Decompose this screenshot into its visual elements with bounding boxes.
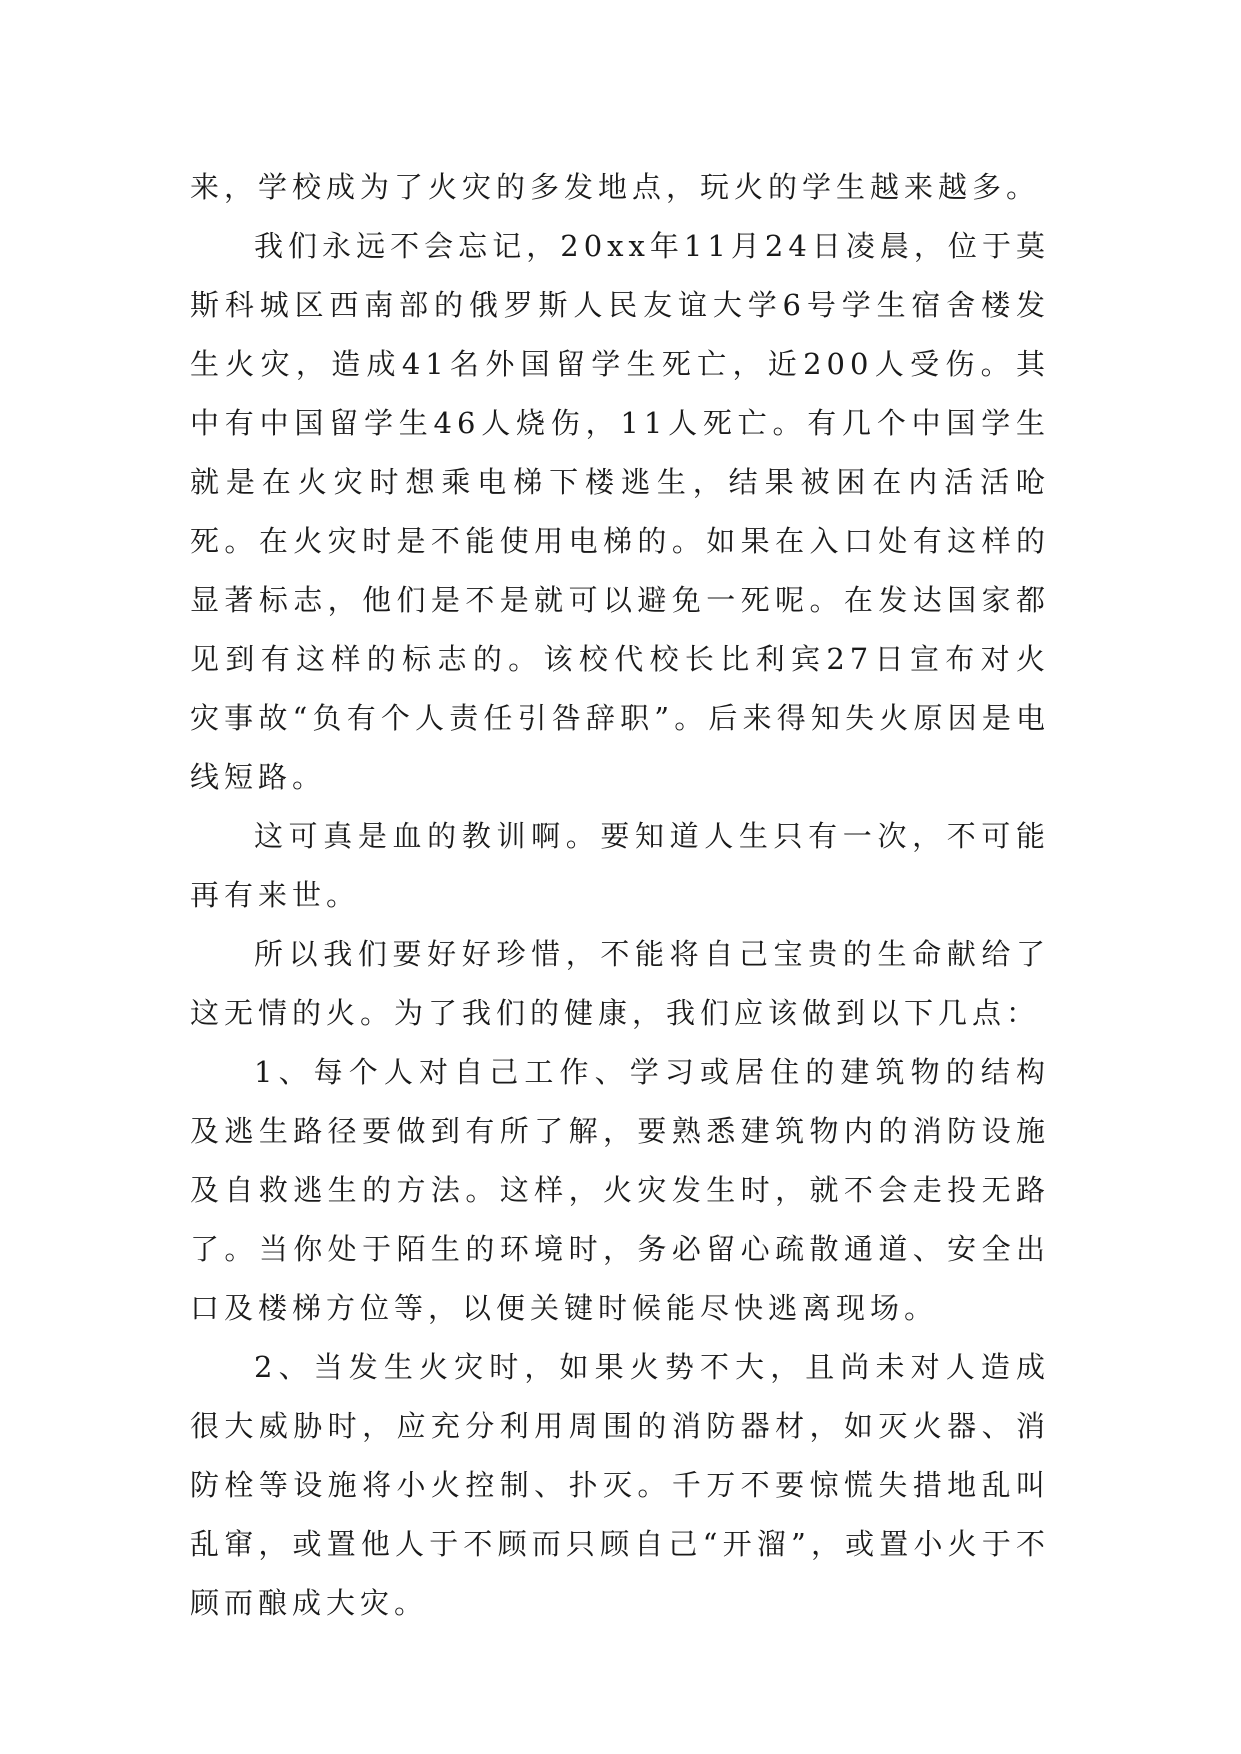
paragraph-2: 我们永远不会忘记，20xx年11月24日凌晨，位于莫斯科城区西南部的俄罗斯人民友谊大学6号学生宿舍楼发生火灾，造成41名外国留学生死亡，近200人受伤。其中有中国留学生46人烧伤，11人死亡。有几个中国学生就是在火灾时想乘电梯下楼逃生，结果被困在内活活呛死。在火灾时是不能使用电梯的。如果在入口处有这样的显著标志，他们是不是就可以避免一死呢。在发达国家都见到有这样的标志的。该校代校长比利宾27日宣布对火灾事故“负有个人责任引咎辞职”。后来得知失火原因是电线短路。 — [190, 229, 1050, 794]
paragraph-6: 2、当发生火灾时，如果火势不大，且尚未对人造成很大威胁时，应充分利用周围的消防器材，如灭火器、消防栓等设施将小火控制、扑灭。千万不要惊慌失措地乱叫乱窜，或置他人于不顾而只顾自己“开溜”，或置小火于不顾而酿成大灾。 — [190, 1350, 1050, 1620]
paragraph-5: 1、每个人对自己工作、学习或居住的建筑物的结构及逃生路径要做到有所了解，要熟悉建筑物内的消防设施及自救逃生的方法。这样，火灾发生时，就不会走投无路了。当你处于陌生的环境时，务必留心疏散通道、安全出口及楼梯方位等，以便关键时候能尽快逃离现场。 — [190, 1055, 1050, 1325]
paragraph-3: 这可真是血的教训啊。要知道人生只有一次，不可能再有来世。 — [190, 819, 1050, 912]
paragraph-1: 来，学校成为了火灾的多发地点，玩火的学生越来越多。 — [190, 170, 1041, 204]
document-body — [190, 158, 1050, 1633]
paragraph-4: 所以我们要好好珍惜，不能将自己宝贵的生命献给了这无情的火。为了我们的健康，我们应该做到以下几点： — [190, 937, 1050, 1030]
